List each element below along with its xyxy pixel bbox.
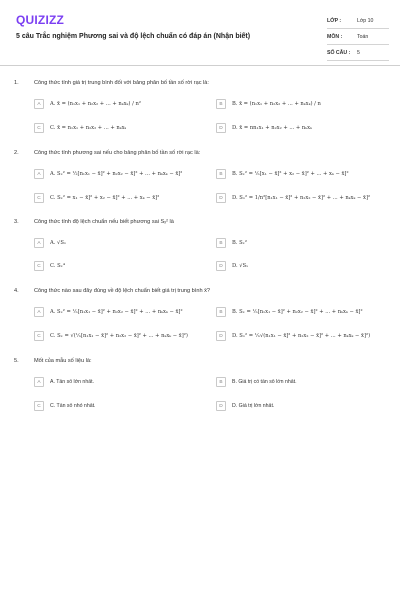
option-letter-box: D <box>216 331 226 341</box>
option-text: B. Sₓ = ⅟ₙ[n₁x₁ − x̄]² + n₂x₂ − x̄]² + ... + nₖxₖ − x̄]² <box>232 309 363 315</box>
option-c[interactable] <box>34 400 202 412</box>
option-text: A. Tần số lớn nhất. <box>50 379 94 385</box>
option-text: C. Sₓ⁴ <box>50 263 65 269</box>
option-letter-box: A <box>34 169 44 179</box>
option-text: C. Sₓ² = x₁ − x̄]² + x₂ − x̄]² + ... + xₖ − x̄]² <box>50 195 160 201</box>
document-title: 5 câu Trắc nghiệm Phương sai và độ lệch chuẩn có đáp án (Nhận biết) <box>16 33 251 40</box>
option-text: B. x̄ = (n₁x₁ + n₂x₂ + ... + nₖxₖ) / n <box>232 101 321 107</box>
option-a[interactable] <box>34 306 202 318</box>
option-text: A. √Sₓ <box>50 240 67 246</box>
option-a[interactable] <box>34 237 202 249</box>
option-text: D. Sₓ² = 1/n²[n₁x₁ − x̄]² + n₂x₂ − x̄]² + ... + nₖxₖ − x̄]² <box>232 195 371 201</box>
option-text: B. Giá trị có tần số lớn nhất. <box>232 379 297 385</box>
option-a[interactable] <box>34 168 202 180</box>
option-b[interactable] <box>216 168 384 180</box>
option-a[interactable] <box>34 98 202 110</box>
option-letter-box: B <box>216 238 226 248</box>
option-letter-box: C <box>34 261 44 271</box>
option-c[interactable] <box>34 122 202 134</box>
option-b[interactable] <box>216 306 384 318</box>
option-letter-box: D <box>216 401 226 411</box>
option-text: A. Sₓ² = ½[n₁x₁ − x̄]² + n₂x₂ − x̄]² + ... + nₖxₖ − x̄]² <box>50 171 183 177</box>
meta-key: SỐ CÂU : <box>327 49 351 56</box>
option-letter-box: A <box>34 307 44 317</box>
option-letter-box: D <box>216 123 226 133</box>
question-text: Công thức tính độ lệch chuẩn nếu biết phương sai Sₓ² là <box>34 219 174 225</box>
option-text: C. Tần số nhỏ nhất. <box>50 403 96 409</box>
meta-table <box>327 13 389 61</box>
option-letter-box: B <box>216 169 226 179</box>
option-letter-box: C <box>34 331 44 341</box>
option-c[interactable] <box>34 260 202 272</box>
option-letter-box: D <box>216 261 226 271</box>
option-d[interactable] <box>216 330 384 342</box>
option-text: A. x̄ = (n₁x₁ + n₂x₂ + ... + nₖxₖ) / n² <box>50 101 141 107</box>
option-text: D. √Sₓ <box>232 263 249 269</box>
meta-row-subject <box>327 29 389 45</box>
option-text: C. x̄ = n₁x₁ + n₂x₂ + ... + nₖxₖ <box>50 125 127 131</box>
meta-row-count <box>327 45 389 61</box>
question-text: Công thức tính phương sai nếu cho bảng phân bố tần số rời rạc là: <box>34 150 201 156</box>
meta-value: 5 <box>357 49 360 56</box>
quizizz-logo: QUIZIZZ <box>16 13 65 27</box>
question-number: 3. <box>14 219 19 225</box>
meta-value: Toán <box>357 33 369 40</box>
option-b[interactable] <box>216 376 384 388</box>
option-b[interactable] <box>216 237 384 249</box>
option-b[interactable] <box>216 98 384 110</box>
option-letter-box: D <box>216 193 226 203</box>
option-text: A. Sₓ² = ⅟ₙ[n₁x₁ − x̄]² + n₂x₂ − x̄]² + ... + nₖxₖ − x̄]² <box>50 309 183 315</box>
option-text: B. Sₓ² = ⅟ₙ[x₁ − x̄]² + x₂ − x̄]² + ... + xₖ − x̄]² <box>232 171 349 177</box>
option-letter-box: C <box>34 123 44 133</box>
option-d[interactable] <box>216 192 384 204</box>
option-letter-box: A <box>34 377 44 387</box>
question-number: 4. <box>14 288 19 294</box>
question-number: 2. <box>14 150 19 156</box>
option-letter-box: B <box>216 307 226 317</box>
option-letter-box: B <box>216 377 226 387</box>
page-header <box>0 0 400 66</box>
option-c[interactable] <box>34 330 202 342</box>
option-c[interactable] <box>34 192 202 204</box>
option-letter-box: B <box>216 99 226 109</box>
option-letter-box: C <box>34 401 44 411</box>
option-d[interactable] <box>216 260 384 272</box>
meta-row-class <box>327 13 389 29</box>
question-text: Công thức nào sau đây đúng về độ lệch chuẩn biết giá trị trung bình x̄? <box>34 288 211 294</box>
question-text: Mốt của mẫu số liệu là: <box>34 358 92 364</box>
meta-key: MÔN : <box>327 33 343 40</box>
question-text: Công thức tính giá trị trung bình đối với bảng phân bố tần số rời rạc là: <box>34 80 209 86</box>
meta-value: Lớp 10 <box>357 17 374 24</box>
option-d[interactable] <box>216 400 384 412</box>
option-d[interactable] <box>216 122 384 134</box>
option-letter-box: A <box>34 99 44 109</box>
option-letter-box: C <box>34 193 44 203</box>
option-text: B. Sₓ² <box>232 240 247 246</box>
question-number: 5. <box>14 358 19 364</box>
meta-key: LỚP : <box>327 17 342 24</box>
option-text: D. Sₓ² = ⅟ₙ√(n₁x₁ − x̄]² + n₂x₂ − x̄]² + ... + nₖxₖ − x̄]²) <box>232 333 371 339</box>
option-text: D. Giá trị lớn nhất. <box>232 403 275 409</box>
question-number: 1. <box>14 80 19 86</box>
option-a[interactable] <box>34 376 202 388</box>
option-text: C. Sₓ = √(⅟ₙ[n₁x₁ − x̄]² + n₂x₂ − x̄]² + ... + nₖxₖ − x̄]²) <box>50 333 188 339</box>
option-text: D. x̄ = nn₁x₁ + n₂x₂ + ... + nₖxₖ <box>232 125 312 131</box>
option-letter-box: A <box>34 238 44 248</box>
